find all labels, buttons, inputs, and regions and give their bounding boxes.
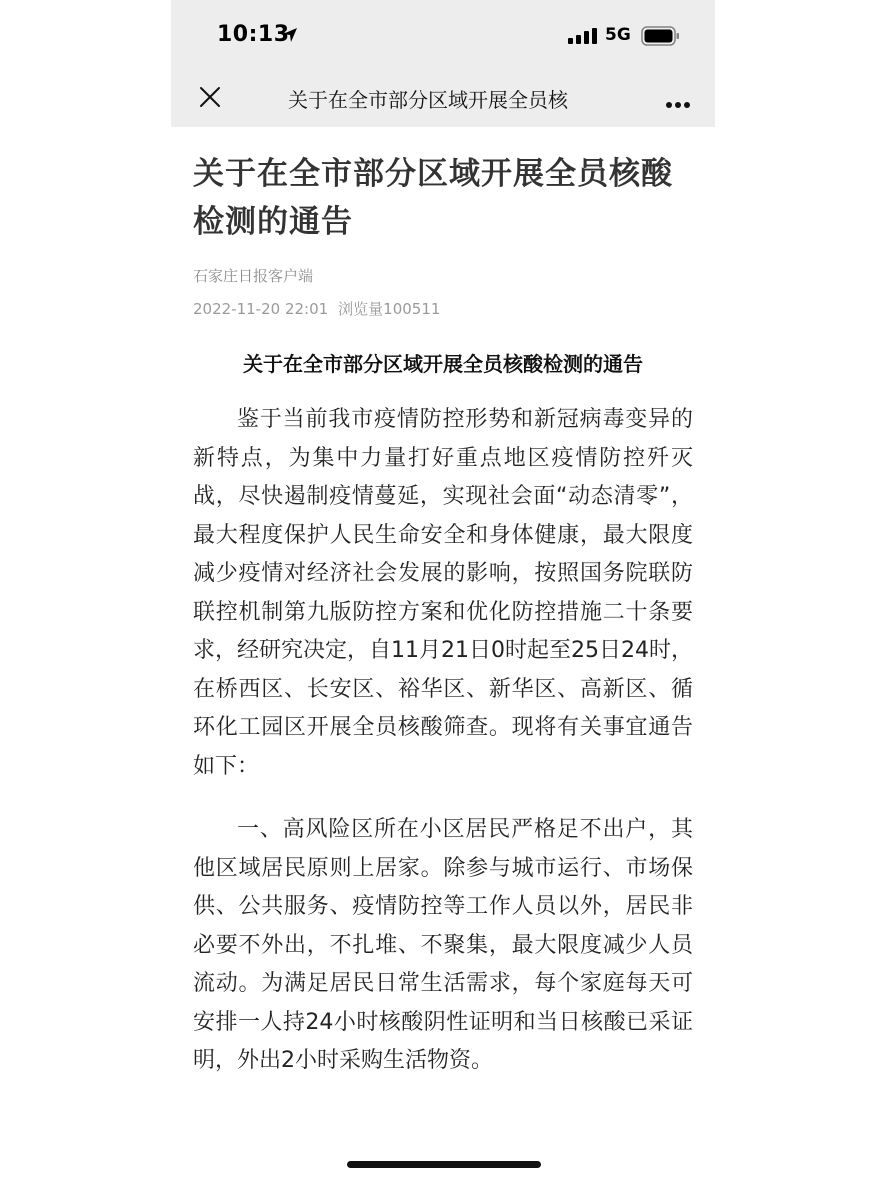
more-icon[interactable] — [665, 94, 691, 102]
doc-heading: 关于在全市部分区域开展全员核酸检测的通告 — [243, 352, 643, 376]
nav-title: 关于在全市部分区域开展全员核 — [288, 88, 568, 112]
article-source[interactable]: 石家庄日报客户端 — [193, 267, 314, 285]
paragraph: 一、高风险区所在小区居民严格足不出户，其他区域居民原则上居家。除参与城市运行、市场保供、公共服务、疫情防控等工作人员以外，居民非必要不外出，不扎堆、不聚集，最大限度减少人员流动。为满足居民日常生活需求，每个家庭每天可安排一人持24小时核酸阴性证明和当日核酸已采证明，外出2小时采购生活物资。 — [193, 817, 693, 1073]
signal-bars-icon — [568, 28, 598, 48]
publish-date: 2022-11-20 22:01 — [193, 300, 329, 318]
view-count: 浏览量100511 — [338, 300, 441, 318]
network-label: 5G — [605, 25, 631, 45]
article-title: 关于在全市部分区域开展全员核酸检测的通告 — [193, 156, 673, 240]
home-indicator[interactable] — [347, 1161, 541, 1168]
phone-screen — [171, 0, 715, 1182]
nav-bar — [171, 70, 715, 127]
article-meta — [193, 297, 693, 321]
close-icon[interactable] — [198, 85, 222, 109]
battery-icon — [641, 26, 681, 50]
status-bar — [171, 0, 715, 70]
location-arrow-icon — [281, 26, 299, 48]
paragraph: 鉴于当前我市疫情防控形势和新冠病毒变异的新特点，为集中力量打好重点地区疫情防控歼灭战，尽快遏制疫情蔓延，实现社会面“动态清零”，最大程度保护人民生命安全和身体健康，最大限度减少疫情对经济社会发展的影响，按照国务院联防联控机制第九版防控方案和优化防控措施二十条要求，经研究决定，自11月21日0时起至25日24时，在桥西区、长安区、裕华区、新华区、高新区、循环化工园区开展全员核酸筛查。现将有关事宜通告如下： — [193, 407, 693, 779]
status-time: 10:13 — [217, 22, 290, 47]
article — [193, 150, 693, 1103]
